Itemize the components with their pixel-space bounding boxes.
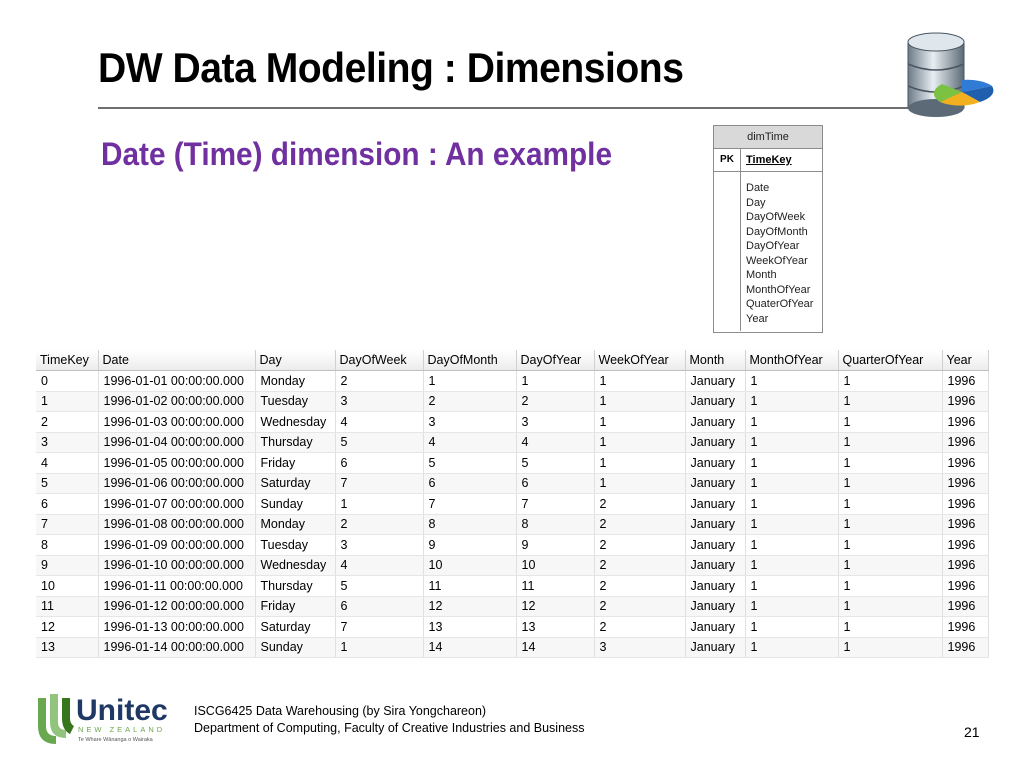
table-cell: 1996-01-03 00:00:00.000: [98, 412, 255, 433]
slide-subtitle: Date (Time) dimension : An example: [101, 136, 612, 172]
table-cell: 2: [423, 391, 516, 412]
table-cell: 1996-01-10 00:00:00.000: [98, 555, 255, 576]
table-cell: 4: [335, 555, 423, 576]
table-cell: 1: [745, 371, 838, 392]
table-cell: 1: [516, 371, 594, 392]
table-cell: 1: [594, 432, 685, 453]
table-cell: 13: [516, 617, 594, 638]
column-header[interactable]: DayOfMonth: [423, 350, 516, 371]
table-cell: 1: [745, 576, 838, 597]
table-cell: 1: [838, 412, 942, 433]
table-cell: 1: [838, 494, 942, 515]
table-cell: 1996: [942, 391, 988, 412]
table-cell: 3: [594, 637, 685, 658]
table-cell: 12: [36, 617, 98, 638]
column-header[interactable]: Day: [255, 350, 335, 371]
table-cell: 4: [36, 453, 98, 474]
table-cell: 1: [745, 412, 838, 433]
table-cell: 0: [36, 371, 98, 392]
table-cell: January: [685, 535, 745, 556]
table-cell: 2: [335, 371, 423, 392]
table-cell: 4: [335, 412, 423, 433]
table-cell: 6: [36, 494, 98, 515]
entity-body: [714, 172, 822, 331]
table-cell: 14: [516, 637, 594, 658]
table-cell: January: [685, 473, 745, 494]
footer-text: [194, 703, 584, 737]
table-cell: 2: [594, 555, 685, 576]
table-cell: 1996-01-04 00:00:00.000: [98, 432, 255, 453]
table-cell: 1: [594, 412, 685, 433]
table-cell: Tuesday: [255, 535, 335, 556]
entity-primary-key: TimeKey: [746, 154, 792, 166]
table-cell: January: [685, 514, 745, 535]
table-cell: 1: [594, 391, 685, 412]
footer-course: ISCG6425 Data Warehousing (by Sira Yongchareon): [194, 704, 487, 718]
table-cell: Friday: [255, 596, 335, 617]
table-cell: 1: [745, 637, 838, 658]
table-cell: 1: [745, 494, 838, 515]
table-row[interactable]: [36, 453, 988, 474]
table-cell: 5: [36, 473, 98, 494]
table-cell: 1996: [942, 576, 988, 597]
table-cell: 3: [335, 535, 423, 556]
table-cell: 1996: [942, 617, 988, 638]
table-cell: 1: [745, 473, 838, 494]
table-cell: Friday: [255, 453, 335, 474]
table-cell: 1996: [942, 596, 988, 617]
table-row[interactable]: [36, 535, 988, 556]
table-cell: Wednesday: [255, 412, 335, 433]
entity-pk-label: PK: [714, 149, 741, 171]
table-cell: 1996-01-11 00:00:00.000: [98, 576, 255, 597]
entity-name: dimTime: [714, 126, 822, 149]
table-cell: 1: [423, 371, 516, 392]
title-divider: [98, 107, 920, 109]
column-header[interactable]: TimeKey: [36, 350, 98, 371]
table-cell: 8: [36, 535, 98, 556]
table-cell: 3: [423, 412, 516, 433]
column-header[interactable]: MonthOfYear: [745, 350, 838, 371]
table-cell: 13: [423, 617, 516, 638]
table-cell: Sunday: [255, 637, 335, 658]
table-row[interactable]: [36, 432, 988, 453]
table-row[interactable]: [36, 371, 988, 392]
table-cell: 1996-01-01 00:00:00.000: [98, 371, 255, 392]
table-cell: 7: [516, 494, 594, 515]
table-cell: 8: [423, 514, 516, 535]
table-row[interactable]: [36, 617, 988, 638]
column-header[interactable]: Month: [685, 350, 745, 371]
table-cell: 12: [516, 596, 594, 617]
table-cell: Wednesday: [255, 555, 335, 576]
footer-department: Department of Computing, Faculty of Creative Industries and Business: [194, 721, 585, 735]
table-cell: 2: [36, 412, 98, 433]
table-cell: 1: [838, 453, 942, 474]
table-cell: 7: [423, 494, 516, 515]
table-cell: 1996-01-08 00:00:00.000: [98, 514, 255, 535]
table-cell: 3: [36, 432, 98, 453]
table-cell: 6: [335, 453, 423, 474]
table-cell: 6: [516, 473, 594, 494]
table-row[interactable]: [36, 637, 988, 658]
table-row[interactable]: [36, 555, 988, 576]
unitec-logo: [36, 688, 176, 746]
table-cell: 1: [838, 555, 942, 576]
entity-attribute: DayOfMonth: [746, 225, 808, 238]
table-row[interactable]: [36, 576, 988, 597]
entity-attribute: MonthOfYear: [746, 283, 811, 296]
table-cell: 1: [838, 596, 942, 617]
table-cell: 2: [594, 596, 685, 617]
table-cell: 1996-01-06 00:00:00.000: [98, 473, 255, 494]
table-cell: 4: [516, 432, 594, 453]
table-cell: 11: [423, 576, 516, 597]
table-cell: January: [685, 637, 745, 658]
table-cell: 4: [423, 432, 516, 453]
slide-title: DW Data Modeling : Dimensions: [98, 44, 684, 91]
table-cell: 1: [745, 453, 838, 474]
table-cell: 1996: [942, 555, 988, 576]
table-cell: 7: [335, 617, 423, 638]
table-cell: 1: [335, 494, 423, 515]
svg-text:Unitec: Unitec: [76, 694, 168, 727]
table-cell: 1: [838, 473, 942, 494]
column-header[interactable]: Year: [942, 350, 988, 371]
table-cell: 1996-01-12 00:00:00.000: [98, 596, 255, 617]
table-cell: 1996: [942, 637, 988, 658]
table-row[interactable]: [36, 412, 988, 433]
table-cell: 6: [335, 596, 423, 617]
table-cell: 2: [516, 391, 594, 412]
entity-attribute: Date: [746, 182, 770, 194]
table-cell: Thursday: [255, 432, 335, 453]
table-cell: 2: [335, 514, 423, 535]
entity-attribute: DayOfWeek: [746, 211, 806, 223]
table-cell: 1: [838, 617, 942, 638]
entity-attribute: WeekOfYear: [746, 254, 808, 267]
table-cell: 1996: [942, 514, 988, 535]
table-cell: 2: [594, 535, 685, 556]
table-cell: 1996: [942, 494, 988, 515]
table-cell: 5: [516, 453, 594, 474]
table-cell: 1: [745, 432, 838, 453]
table-cell: January: [685, 494, 745, 515]
table-cell: 1: [594, 473, 685, 494]
table-cell: 1: [745, 535, 838, 556]
entity-attribute-list: [741, 172, 813, 331]
table-cell: 5: [423, 453, 516, 474]
table-cell: 1996: [942, 535, 988, 556]
table-cell: Tuesday: [255, 391, 335, 412]
table-cell: 8: [516, 514, 594, 535]
page-number: 21: [964, 724, 980, 740]
table-cell: 1996: [942, 473, 988, 494]
grid-header-row: [36, 350, 988, 371]
table-cell: 13: [36, 637, 98, 658]
table-cell: January: [685, 453, 745, 474]
table-cell: 1: [745, 391, 838, 412]
table-cell: January: [685, 617, 745, 638]
table-cell: January: [685, 371, 745, 392]
table-cell: 11: [516, 576, 594, 597]
table-cell: 7: [335, 473, 423, 494]
column-header[interactable]: QuarterOfYear: [838, 350, 942, 371]
table-cell: 1: [745, 617, 838, 638]
column-header[interactable]: DayOfWeek: [335, 350, 423, 371]
table-row[interactable]: [36, 596, 988, 617]
table-row[interactable]: [36, 473, 988, 494]
table-cell: 1: [838, 637, 942, 658]
column-header[interactable]: Date: [98, 350, 255, 371]
table-cell: 14: [423, 637, 516, 658]
table-cell: 1: [745, 596, 838, 617]
table-cell: January: [685, 555, 745, 576]
table-cell: 3: [335, 391, 423, 412]
table-cell: January: [685, 596, 745, 617]
table-cell: 9: [423, 535, 516, 556]
table-cell: 1: [745, 514, 838, 535]
dimtime-entity: [713, 125, 823, 333]
table-cell: 6: [423, 473, 516, 494]
table-cell: 1: [838, 371, 942, 392]
column-header[interactable]: WeekOfYear: [594, 350, 685, 371]
table-cell: 1996-01-02 00:00:00.000: [98, 391, 255, 412]
table-cell: 1: [335, 637, 423, 658]
table-cell: 1996: [942, 453, 988, 474]
table-cell: 1996-01-07 00:00:00.000: [98, 494, 255, 515]
table-cell: 12: [423, 596, 516, 617]
svg-text:NEW ZEALAND: NEW ZEALAND: [78, 725, 166, 734]
table-cell: Saturday: [255, 473, 335, 494]
entity-attribute: QuaterOfYear: [746, 298, 814, 310]
entity-attribute: Year: [746, 312, 769, 325]
table-row[interactable]: [36, 391, 988, 412]
table-cell: Saturday: [255, 617, 335, 638]
table-cell: 1: [838, 576, 942, 597]
table-cell: 2: [594, 617, 685, 638]
table-cell: 3: [516, 412, 594, 433]
table-cell: 11: [36, 596, 98, 617]
table-cell: 1996: [942, 371, 988, 392]
svg-text:Te Whare Wānanga o Wairaka: Te Whare Wānanga o Wairaka: [78, 737, 153, 743]
table-cell: 1: [594, 371, 685, 392]
column-header[interactable]: DayOfYear: [516, 350, 594, 371]
database-chart-icon: [900, 30, 1004, 120]
table-cell: 10: [423, 555, 516, 576]
table-cell: 2: [594, 494, 685, 515]
table-cell: 1996-01-13 00:00:00.000: [98, 617, 255, 638]
table-cell: Monday: [255, 514, 335, 535]
table-cell: 2: [594, 514, 685, 535]
table-cell: 1: [838, 432, 942, 453]
entity-attribute: Month: [746, 269, 777, 281]
table-cell: 1: [838, 535, 942, 556]
table-cell: Monday: [255, 371, 335, 392]
table-cell: January: [685, 432, 745, 453]
table-cell: 5: [335, 432, 423, 453]
entity-pk-row: [714, 149, 822, 172]
table-cell: Thursday: [255, 576, 335, 597]
table-cell: 9: [36, 555, 98, 576]
table-cell: 10: [516, 555, 594, 576]
table-cell: 1: [838, 391, 942, 412]
table-cell: 1996-01-05 00:00:00.000: [98, 453, 255, 474]
table-cell: 7: [36, 514, 98, 535]
entity-attribute: DayOfYear: [746, 240, 800, 252]
grid-body: [36, 371, 988, 658]
table-cell: January: [685, 391, 745, 412]
table-cell: 1996-01-14 00:00:00.000: [98, 637, 255, 658]
table-cell: 2: [594, 576, 685, 597]
dimtime-data-grid: [36, 350, 989, 658]
entity-attribute: Day: [746, 196, 766, 209]
table-cell: 10: [36, 576, 98, 597]
table-cell: 1: [36, 391, 98, 412]
table-cell: 1: [745, 555, 838, 576]
table-cell: 1996: [942, 412, 988, 433]
table-cell: 9: [516, 535, 594, 556]
table-cell: 1: [594, 453, 685, 474]
table-cell: 5: [335, 576, 423, 597]
table-cell: January: [685, 576, 745, 597]
table-cell: 1: [838, 514, 942, 535]
entity-key-column: [714, 172, 741, 331]
table-row[interactable]: [36, 514, 988, 535]
table-row[interactable]: [36, 494, 988, 515]
table-cell: Sunday: [255, 494, 335, 515]
table-cell: 1996-01-09 00:00:00.000: [98, 535, 255, 556]
table-cell: January: [685, 412, 745, 433]
table-cell: 1996: [942, 432, 988, 453]
